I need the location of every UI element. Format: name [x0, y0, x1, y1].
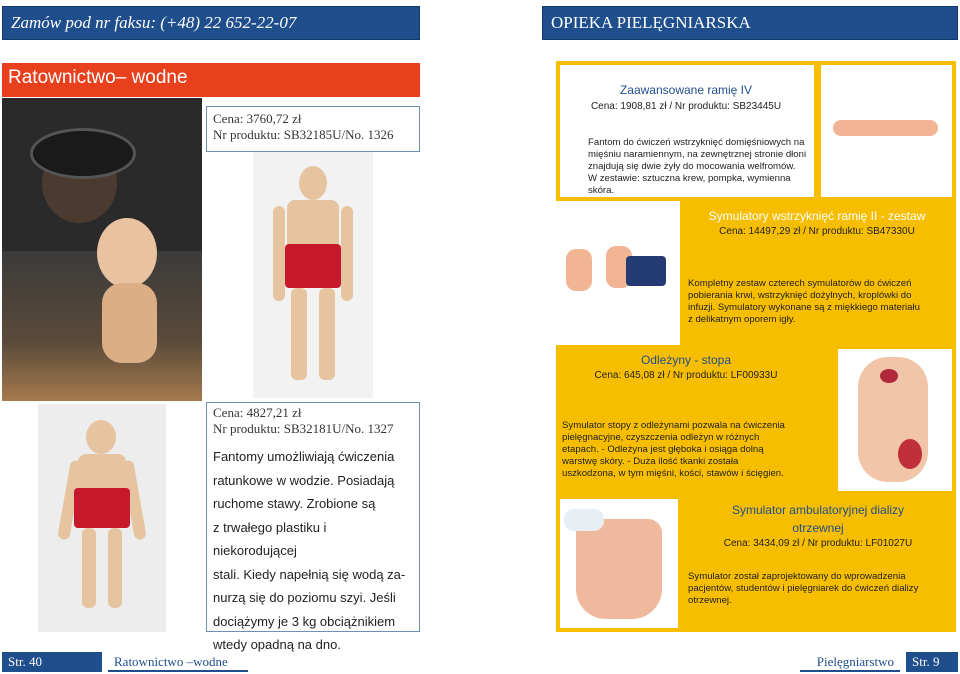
product-title-2: Symulatory wstrzyknięć ramię II - zestaw: [682, 209, 952, 223]
product-sub-2: Cena: 14497,29 zł / Nr produktu: SB47330U: [719, 226, 915, 237]
torso-model: [576, 519, 662, 619]
desc-line: W zestawie: sztuczna krew, pompka, wymienna skóra.: [588, 173, 791, 196]
product-title-3: Odleżyny - stopa: [640, 353, 732, 367]
footer-right-section: [800, 652, 900, 672]
desc-line: Symulator stopy z odleżynami pozwala na ćwiczenia: [562, 420, 785, 431]
desc-line: Fantom do ćwiczeń wstrzyknięć domięśniowych na: [588, 137, 805, 148]
arm-image-frame: [818, 65, 952, 197]
foot-image-frame: [838, 349, 952, 491]
product-desc-1: [588, 137, 818, 197]
child-manikin-body: [102, 283, 157, 363]
pressure-ulcer-2: [898, 439, 922, 469]
product-title-4-line1: Symulator ambulatoryjnej dializy: [731, 503, 905, 517]
diver-mask: [30, 128, 136, 179]
product-sub-3: Cena: 645,08 zł / Nr produktu: LF00933U: [594, 370, 778, 381]
dialysis-image: [560, 499, 678, 628]
pressure-ulcer-1: [880, 369, 898, 383]
hand-model-1: [566, 249, 592, 291]
product-title-4-line2: otrzewnej: [792, 521, 844, 535]
product-desc-3: [562, 420, 822, 480]
desc-line: otrzewnej.: [688, 595, 732, 606]
desc-line: warstwę skóry. - Duża ilość tkanki została: [562, 456, 739, 467]
section-title-text: Ratownictwo– wodne: [8, 67, 188, 88]
desc-line: etapach. - Odleżyna jest głęboka i osiąga dolną: [562, 444, 764, 455]
child-torso: [78, 454, 126, 492]
arm-model: [833, 120, 938, 136]
desc-line: wtedy opadną na dno.: [213, 637, 341, 652]
desc-line: dociążymy je 3 kg obciążnikiem: [213, 613, 396, 629]
product-title-1: Zaawansowane ramię IV: [619, 83, 753, 97]
desc-line: stali. Kiedy napełnią się wodą za-: [213, 566, 406, 582]
gloved-hand: [564, 509, 604, 531]
product-box-2-blue: [556, 201, 956, 345]
desc-line: pobierania krwi, wstrzyknięć dożylnych, kroplówki do: [688, 290, 912, 301]
desc-line: Fantomy umożliwiają ćwiczenia: [213, 449, 395, 464]
footer-right-section-text: Pielęgniarstwo: [816, 654, 894, 669]
rescue-photo: [2, 98, 202, 401]
product-box-4: [556, 495, 956, 632]
manikin-arm-right: [341, 206, 353, 301]
manikin-leg-left: [291, 288, 307, 380]
desc-line: uszkodzona, w tym mięśni, kości, stawów i ścięgien.: [562, 468, 784, 479]
case-model: [626, 256, 666, 286]
fax-order-text: Zamów pod nr faksu: (+48) 22 652-22-07: [11, 13, 297, 32]
product-sub-4: Cena: 3434,09 zł / Nr produktu: LF01027U: [723, 538, 913, 549]
product-code-1: Nr produktu: SB32185U/No. 1326: [213, 127, 394, 142]
desc-line: Kompletny zestaw czterech symulatorów do ćwiczeń: [688, 278, 912, 289]
desc-line: nurzą się do poziomu szyi. Jeśli: [213, 590, 396, 605]
manikin-child-panel: [38, 404, 166, 632]
manikin-torso: [287, 200, 339, 250]
footer-left-page-number-text: Str. 40: [8, 654, 42, 669]
manikin-adult-panel: [203, 148, 420, 401]
desc-line: znajdują się dwie żyły do mocowania welfromów.: [588, 161, 796, 172]
product-sub-1: Cena: 1908,81 zł / Nr produktu: SB23445U: [590, 101, 782, 112]
child-leg-right: [108, 528, 122, 608]
header-left-bar: [2, 6, 420, 40]
desc-line: ratunkowe w wodzie. Posiadają: [213, 472, 395, 488]
product-price-2: Cena: 4827,21 zł: [213, 405, 302, 420]
child-leg-left: [82, 528, 96, 608]
product-code-2: Nr produktu: SB32181U/No. 1327: [213, 421, 394, 436]
product-description: [213, 437, 413, 657]
product-desc-4: [688, 571, 952, 607]
header-right-bar: [542, 6, 958, 40]
product-info-box-2: [206, 402, 420, 652]
desc-line: z trwałego plastiku i niekorodującej: [213, 519, 327, 558]
desc-line: z delikatnym oporem igły.: [688, 314, 796, 325]
footer-left-section: [108, 652, 248, 672]
desc-line: mięśniu naramiennym, na zewnętrznej stronie dłoni: [588, 149, 807, 160]
product-price-1: Cena: 3760,72 zł: [213, 111, 302, 126]
injection-set-image: [556, 201, 680, 345]
child-manikin-head: [97, 218, 157, 288]
footer-left-section-text: Ratownictwo –wodne: [114, 654, 228, 669]
section-header-title: OPIEKA PIELĘGNIARSKA: [551, 13, 751, 32]
desc-line: ruchome stawy. Zrobione są: [213, 496, 376, 511]
child-red-shorts: [74, 488, 130, 528]
footer-left-page-number: [2, 652, 102, 672]
desc-line: pacjentów, studentów i pielęgniarek do ćwiczeń dializy: [688, 583, 919, 594]
product-box-1: [556, 61, 956, 201]
desc-line: infuzji. Symulatory wykonane są z miękkiego materiału: [688, 302, 920, 313]
manikin-leg-right: [319, 288, 335, 380]
section-title: [2, 63, 420, 97]
manikin-head: [299, 166, 327, 200]
product-box-3: [556, 345, 956, 495]
desc-line: pielęgnacyjne, czyszczenia odleżyn w różnych: [562, 432, 760, 443]
desc-line: Symulator został zaprojektowany do wprowadzenia: [688, 571, 906, 582]
red-shorts: [285, 244, 341, 288]
footer-right-page-number: [906, 652, 958, 672]
footer-right-page-number-text: Str. 9: [912, 654, 940, 669]
product-info-box-1: [206, 106, 420, 152]
manikin-arm-left: [273, 206, 285, 301]
product-desc-2: [688, 278, 950, 326]
child-head: [86, 420, 116, 454]
